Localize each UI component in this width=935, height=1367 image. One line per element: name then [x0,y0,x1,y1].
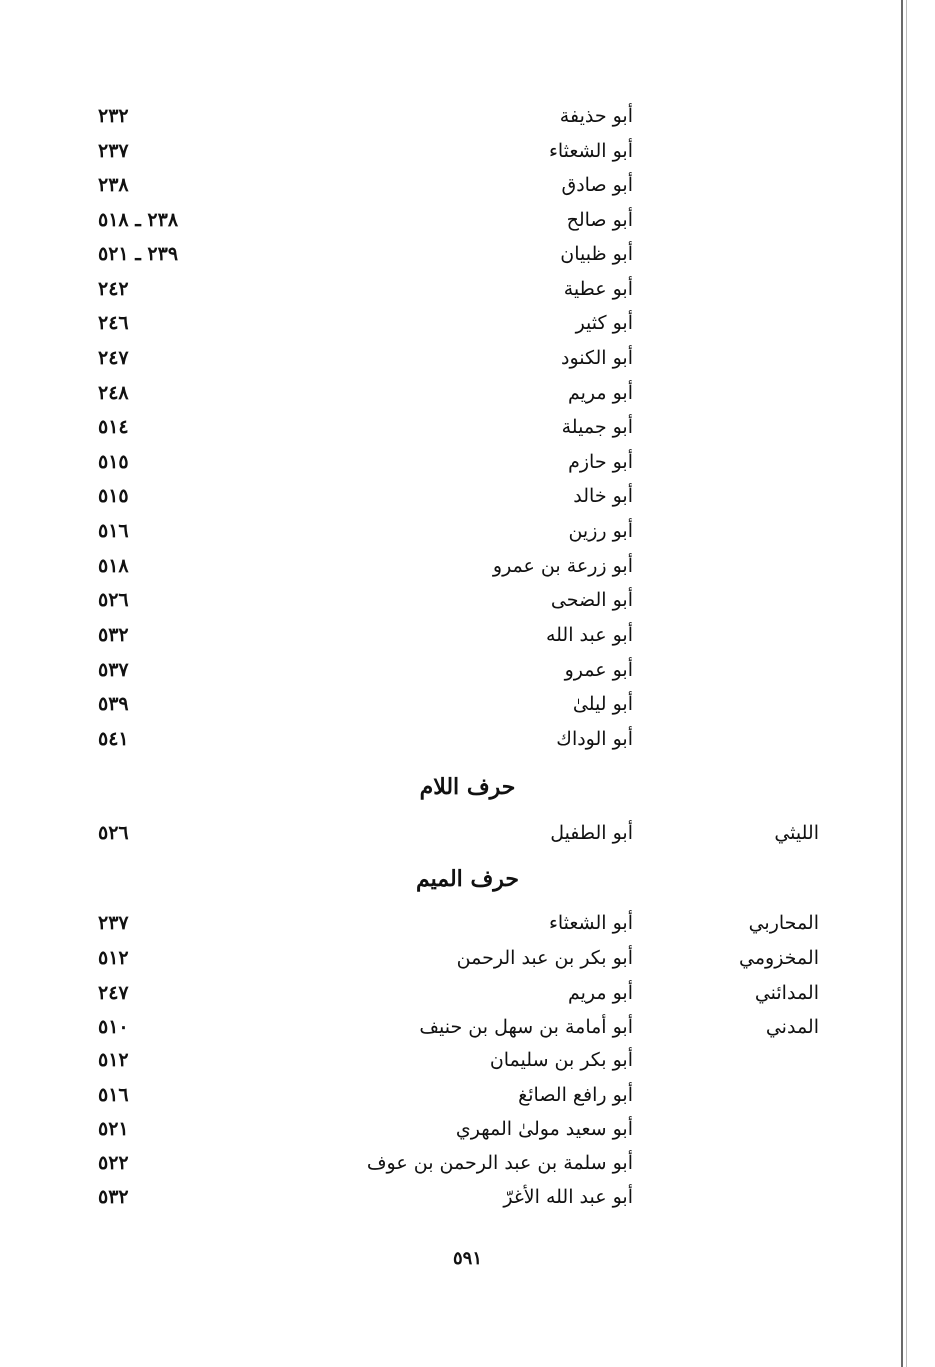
entry-pages: ٥٣٢ [98,624,129,646]
entry-name: أبو سلمة بن عبد الرحمن بن عوف [366,1152,633,1174]
entry-name: أبو الشعثاء [548,140,633,162]
entry-name: أبو خالد [573,485,633,507]
entry-name: أبو رزين [568,520,633,542]
entry-name: أبو عطية [563,278,633,300]
index-entry [0,620,935,650]
entry-nisba: الليثي [774,822,819,844]
entry-pages: ٥١٦ [98,520,129,542]
entry-pages: ٥٢٦ [98,822,129,844]
entry-pages: ٢٤٧ [98,982,129,1004]
entry-pages: ٥٢٢ [98,1152,129,1174]
entry-pages: ٥١٤ [98,416,129,438]
entry-pages: ٥٢١ [98,1118,129,1140]
entry-name: أبو ليلىٰ [572,693,633,715]
index-entry [0,136,935,166]
entry-name: أبو حازم [568,451,633,473]
entry-name: أبو الشعثاء [548,912,633,934]
entry-name: أبو حذيفة [559,105,633,127]
entry-name: أبو سعيد مولىٰ المهري [455,1118,633,1140]
entry-pages: ٥١٨ [98,555,129,577]
entry-name: أبو بكر بن سليمان [489,1049,633,1071]
index-entry [0,1182,935,1212]
entry-nisba: المدائني [754,982,819,1004]
index-entry [0,585,935,615]
index-entry [0,1114,935,1144]
index-entry [0,343,935,373]
entry-name: أبو ظبيان [560,243,633,265]
entry-pages: ٢٤٢ [98,278,129,300]
index-entry [0,551,935,581]
entry-pages: ٢٣٨ ـ ٥١٨ [98,209,179,231]
entry-pages: ٥٤١ [98,728,129,750]
index-entry [0,239,935,269]
index-entry [0,274,935,304]
entry-pages: ٢٣٩ ـ ٥٢١ [98,243,179,265]
entry-pages: ٥١٥ [98,485,129,507]
index-entry [0,447,935,477]
entry-pages: ٢٣٧ [98,140,129,162]
index-entry [0,908,935,938]
index-entry [0,978,935,1008]
index-entry [0,1080,935,1110]
entry-nisba: المخزومي [739,947,819,969]
entry-name: أبو زرعة بن عمرو [492,555,633,577]
entry-pages: ٥٢٦ [98,589,129,611]
entry-pages: ٢٣٧ [98,912,129,934]
entry-pages: ٥٣٩ [98,693,129,715]
entry-pages: ٢٤٨ [98,382,129,404]
index-entry [0,516,935,546]
index-entry [0,412,935,442]
entry-name: أبو الضحى [550,589,633,611]
page-number: ٥٩١ [452,1248,482,1269]
entry-name: أبو رافع الصائغ [518,1084,633,1106]
index-entry [0,205,935,235]
entry-pages: ٢٤٦ [98,312,129,334]
entry-name: أبو بكر بن عبد الرحمن [456,947,633,969]
entry-name: أبو عبد الله الأغرّ [503,1186,633,1208]
index-entry [0,689,935,719]
entry-nisba: المدني [765,1016,819,1038]
entry-name: أبو كثير [575,312,633,334]
entry-pages: ٥١٦ [98,1084,129,1106]
entry-name: أبو جميلة [561,416,633,438]
index-entry [0,1045,935,1075]
entry-pages: ٥٣٧ [98,659,129,681]
entry-pages: ٥١٢ [98,1049,129,1071]
index-entry [0,943,935,973]
index-entry [0,1012,935,1042]
entry-name: أبو مريم [567,982,633,1004]
entry-pages: ٢٤٧ [98,347,129,369]
index-entry [0,481,935,511]
entry-name: أبو مريم [567,382,633,404]
section-heading-lam: حرف اللام [419,774,516,800]
entry-pages: ٢٣٨ [98,174,129,196]
entry-name: أبو الكنود [561,347,633,369]
section-heading-mim: حرف الميم [415,866,520,892]
entry-name: أبو صالح [566,209,633,231]
entry-name: أبو أمامة بن سهل بن حنيف [419,1016,633,1038]
index-entry [0,724,935,754]
index-entry [0,1148,935,1178]
index-entry [0,378,935,408]
index-entry [0,308,935,338]
entry-pages: ٢٣٢ [98,105,129,127]
entry-pages: ٥١٥ [98,451,129,473]
entry-pages: ٥٣٢ [98,1186,129,1208]
entry-name: أبو عمرو [564,659,633,681]
entry-name: أبو صادق [561,174,633,196]
index-entry [0,101,935,131]
entry-pages: ٥١٠ [98,1016,129,1038]
entry-pages: ٥١٢ [98,947,129,969]
entry-nisba: المحاربي [748,912,819,934]
index-entry [0,818,935,848]
entry-name: أبو الوداك [556,728,633,750]
entry-name: أبو الطفيل [550,822,633,844]
entry-name: أبو عبد الله [545,624,633,646]
index-entry [0,655,935,685]
index-entry [0,170,935,200]
